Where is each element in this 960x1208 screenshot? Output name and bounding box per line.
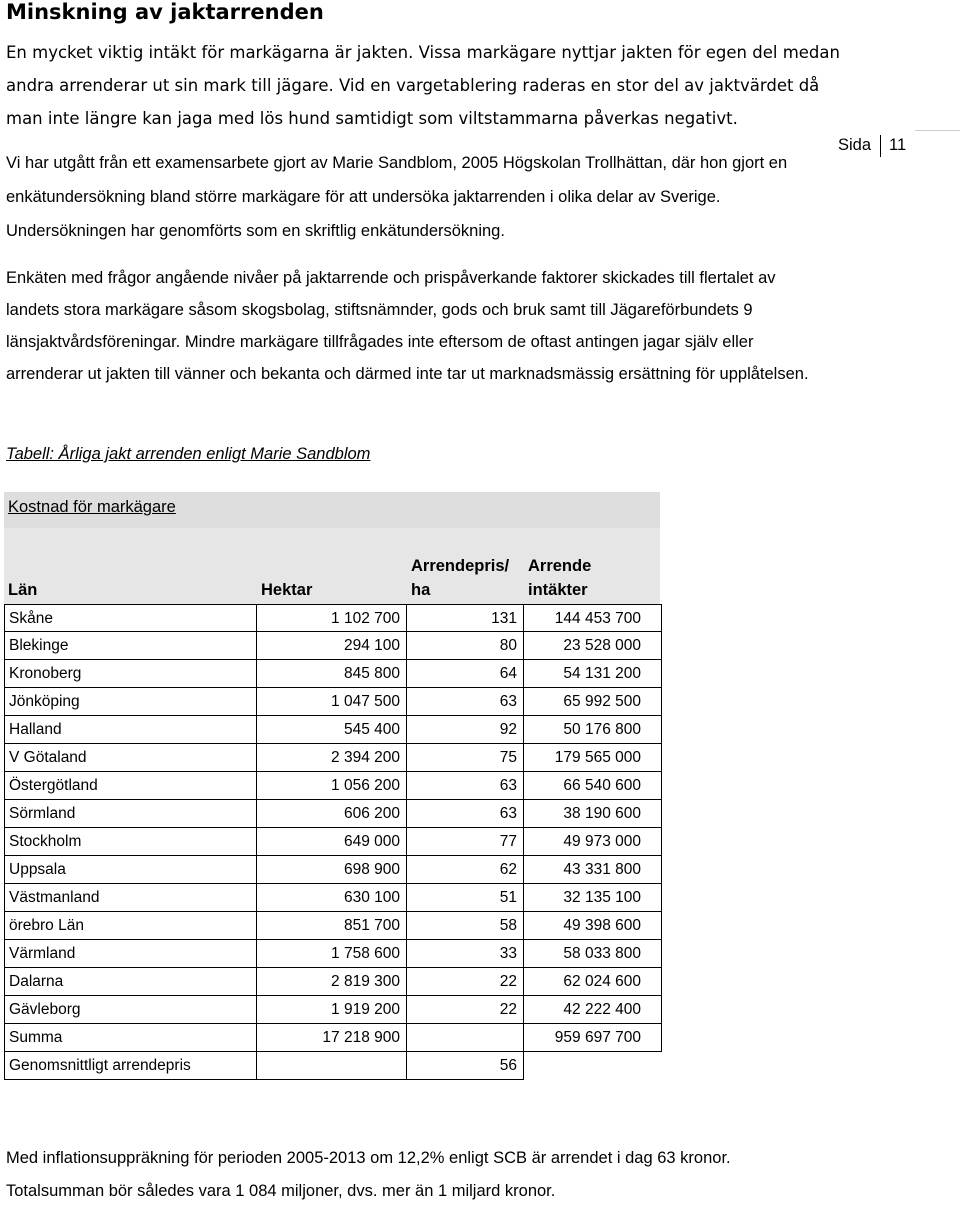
table-row: V Götaland 2 394 200 75 179 565 000 — [4, 744, 660, 772]
table-section-label: Kostnad för markägare — [8, 498, 176, 516]
survey-paragraph: Enkäten med frågor angående nivåer på jaktarrende och prispåverkande faktorer skickades till flertalet av landets stora markägare såsom skogsbolag, stiftsnämnder, gods och bruk samt till Jägareförbundets 9 länsjaktvårdsföreningar. Mindre markägare tillfrågades inte eftersom de oftast antingen jagar själv eller arrenderar ut jakten till vänner och bekanta och därmed inte tar ut marknadsmässig ersättning för upplåtelsen. — [6, 269, 809, 383]
intro-paragraph: En mycket viktig intäkt för markägarna är jakten. Vissa markägare nyttjar jakten för egen del medan andra arrenderar ut sin mark till jägare. Vid en vargetablering raderas en stor del av jaktvärdet då man inte längre kan jaga med lös hund samtidigt som viltstammarna påverkas negativt. — [6, 43, 840, 128]
table-average-row: Genomsnittligt arrendepris 56 — [4, 1052, 660, 1080]
table-body — [4, 604, 660, 1080]
table-row: Jönköping 1 047 500 63 65 992 500 — [4, 688, 660, 716]
table-row: Kronoberg 845 800 64 54 131 200 — [4, 660, 660, 688]
table-summary-row: Summa 17 218 900 959 697 700 — [4, 1024, 660, 1052]
page-title: Minskning av jaktarrenden — [6, 0, 324, 24]
table-row: Dalarna 2 819 300 22 62 024 600 — [4, 968, 660, 996]
header-rule — [915, 130, 960, 131]
total-line: Totalsumman bör således vara 1 084 miljoner, dvs. mer än 1 miljard kronor. — [6, 1182, 556, 1200]
table-row: Östergötland 1 056 200 63 66 540 600 — [4, 772, 660, 800]
source-paragraph: Vi har utgått från ett examensarbete gjort av Marie Sandblom, 2005 Högskolan Trollhättan, där hon gjort en enkätundersökning bland större markägare för att undersöka jaktarrenden i olika delar av Sverige. Undersökningen har genomförts som en skriftlig enkätundersökning. — [6, 154, 788, 240]
page-separator — [880, 135, 881, 157]
page-number-value: 11 — [889, 136, 907, 154]
table-row: Gävleborg 1 919 200 22 42 222 400 — [4, 996, 660, 1024]
inflation-paragraph — [6, 1142, 906, 1208]
table-row: Västmanland 630 100 51 32 135 100 — [4, 884, 660, 912]
table-row: Skåne 1 102 700 131 144 453 700 — [4, 604, 660, 632]
table-header-row — [4, 528, 660, 604]
inflation-line: Med inflationsuppräkning för perioden 2005-2013 om 12,2% enligt SCB är arrendet i dag 63 kronor. — [6, 1149, 731, 1167]
page-label: Sida — [838, 136, 872, 154]
header-arrendepris: Arrendepris/ ha — [407, 528, 524, 604]
table-row: örebro Län 851 700 58 49 398 600 — [4, 912, 660, 940]
header-arrende-intakter: Arrende intäkter — [524, 528, 660, 604]
table-row: Uppsala 698 900 62 43 331 800 — [4, 856, 660, 884]
header-hektar: Hektar — [257, 528, 407, 604]
table-row: Sörmland 606 200 63 38 190 600 — [4, 800, 660, 828]
table-row: Värmland 1 758 600 33 58 033 800 — [4, 940, 660, 968]
table-row: Blekinge 294 100 80 23 528 000 — [4, 632, 660, 660]
table-row: Stockholm 649 000 77 49 973 000 — [4, 828, 660, 856]
table-section-header — [4, 492, 660, 528]
table-row: Halland 545 400 92 50 176 800 — [4, 716, 660, 744]
table-caption: Tabell: Årliga jakt arrenden enligt Marie Sandblom — [6, 445, 371, 463]
lease-table — [4, 492, 660, 1096]
page-number — [838, 132, 906, 158]
header-lan: Län — [4, 528, 257, 604]
